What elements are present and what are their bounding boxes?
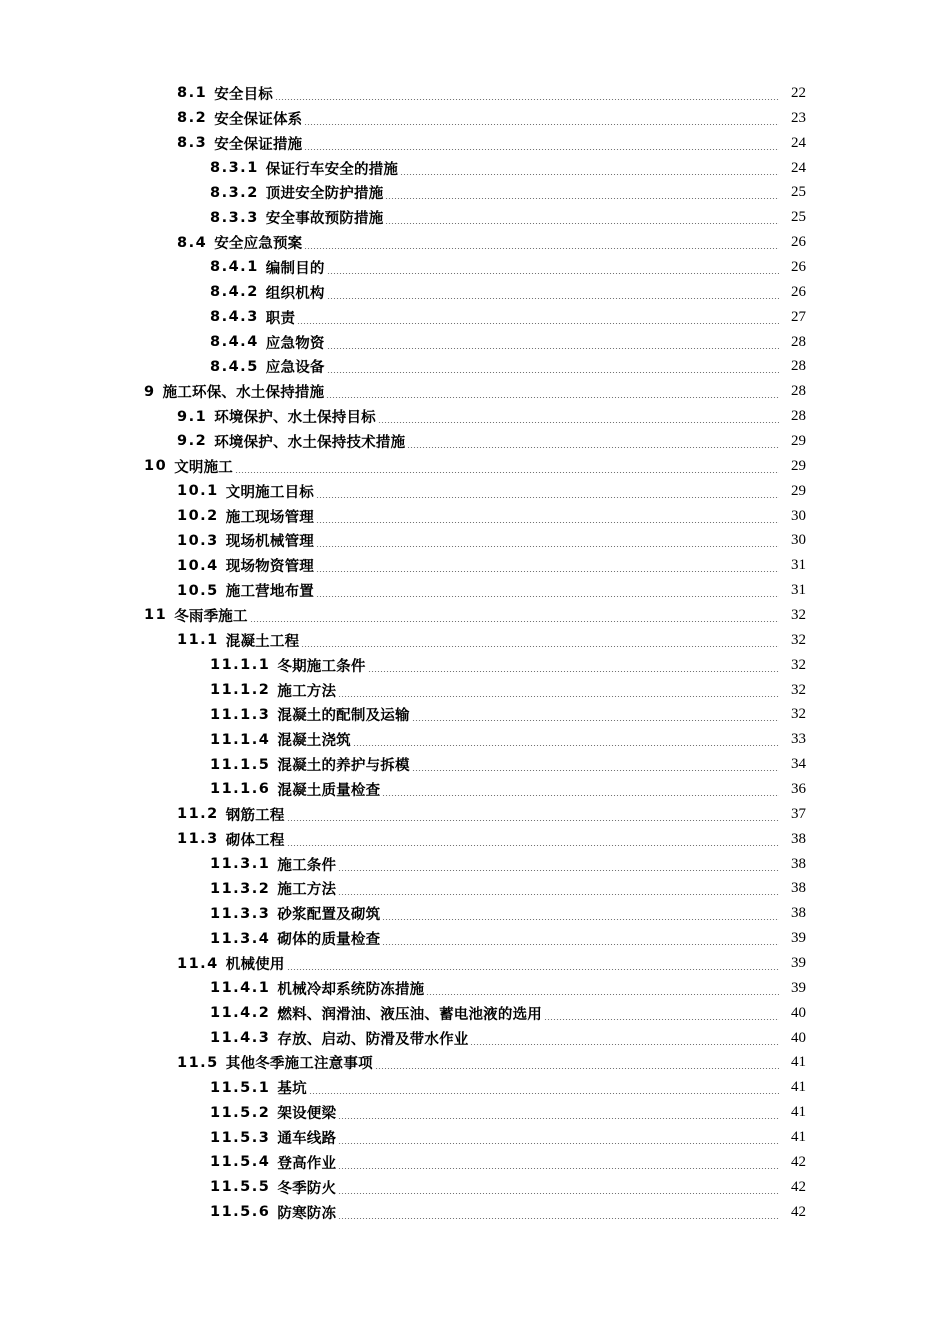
toc-entry-page-number: 33 [791, 731, 806, 748]
toc-entry-title: 安全应急预案 [214, 236, 303, 253]
toc-entry-title: 应急设备 [265, 360, 325, 377]
toc-entry[interactable] [0, 901, 950, 926]
toc-entry-page-number: 31 [791, 582, 806, 599]
toc-entry-title: 施工营地布置 [225, 584, 314, 601]
toc-dot-leader [327, 298, 779, 299]
toc-entry-title: 混凝土浇筑 [277, 733, 351, 750]
toc-dot-leader [316, 546, 779, 547]
toc-entry-number: 9 [144, 383, 156, 400]
toc-entry-number: 10 [144, 458, 168, 475]
table-of-contents [0, 81, 950, 1225]
toc-entry[interactable] [0, 81, 950, 106]
toc-entry[interactable] [0, 1150, 950, 1175]
toc-entry[interactable] [0, 255, 950, 280]
toc-entry-page-number: 38 [791, 830, 806, 847]
toc-entry-page-number: 27 [791, 308, 806, 325]
toc-entry[interactable] [0, 429, 950, 454]
toc-entry[interactable] [0, 926, 950, 951]
toc-entry-title: 施工条件 [277, 857, 337, 874]
toc-entry-page-number: 30 [791, 532, 806, 549]
toc-entry-page-number: 31 [791, 557, 806, 574]
toc-entry-number: 11.5.4 [210, 1154, 271, 1171]
toc-entry[interactable] [0, 678, 950, 703]
toc-entry[interactable] [0, 877, 950, 902]
toc-entry-title: 冬季防火 [277, 1180, 337, 1197]
toc-entry-title: 施工方法 [277, 882, 337, 899]
toc-entry-title: 职责 [265, 310, 296, 327]
toc-entry[interactable] [0, 1075, 950, 1100]
toc-entry[interactable] [0, 951, 950, 976]
toc-entry[interactable] [0, 379, 950, 404]
toc-entry-number: 10.3 [177, 532, 219, 549]
toc-entry-number: 11.5.2 [210, 1104, 271, 1121]
toc-entry-page-number: 32 [791, 656, 806, 673]
toc-entry[interactable] [0, 802, 950, 827]
toc-dot-leader [385, 198, 779, 199]
toc-dot-leader [385, 223, 779, 224]
toc-entry[interactable] [0, 653, 950, 678]
toc-dot-leader [470, 1044, 779, 1045]
toc-entry-number: 11.1.4 [210, 731, 271, 748]
toc-entry-page-number: 39 [791, 930, 806, 947]
toc-entry-page-number: 24 [791, 159, 806, 176]
toc-dot-leader [338, 1143, 779, 1144]
toc-entry-title: 通车线路 [277, 1131, 337, 1148]
toc-entry-title: 施工现场管理 [225, 509, 314, 526]
toc-entry-number: 10.4 [177, 557, 219, 574]
toc-entry[interactable] [0, 1051, 950, 1076]
toc-entry-number: 9.2 [177, 433, 208, 450]
toc-entry[interactable] [0, 1001, 950, 1026]
toc-entry-number: 11 [144, 607, 168, 624]
toc-entry-number: 11.4 [177, 955, 219, 972]
toc-entry-title: 编制目的 [265, 260, 325, 277]
toc-entry-title: 文明施工 [174, 459, 233, 476]
toc-entry-number: 11.2 [177, 806, 219, 823]
toc-entry-title: 环境保护、水土保持目标 [214, 410, 376, 427]
toc-dot-leader [338, 1168, 779, 1169]
toc-dot-leader [400, 174, 779, 175]
toc-dot-leader [287, 845, 779, 846]
toc-entry-title: 存放、启动、防滑及带水作业 [277, 1031, 469, 1048]
toc-entry-title: 混凝土质量检查 [277, 782, 381, 799]
toc-entry-number: 8.3 [177, 135, 208, 152]
toc-entry[interactable] [0, 1125, 950, 1150]
toc-entry-title: 现场机械管理 [225, 534, 314, 551]
toc-entry[interactable] [0, 454, 950, 479]
toc-entry[interactable] [0, 752, 950, 777]
toc-entry-number: 11.1.2 [210, 682, 271, 699]
toc-entry-number: 8.3.2 [210, 184, 259, 201]
toc-dot-leader [338, 1218, 779, 1219]
toc-entry-title: 燃料、润滑油、液压油、蓄电池液的选用 [277, 1006, 542, 1023]
toc-entry[interactable] [0, 1175, 950, 1200]
toc-entry-number: 11.5.6 [210, 1204, 271, 1221]
toc-dot-leader [250, 621, 779, 622]
toc-entry-title: 保证行车安全的措施 [265, 161, 399, 178]
toc-entry-title: 架设便梁 [277, 1106, 337, 1123]
toc-entry-number: 11.1.6 [210, 781, 271, 798]
toc-entry[interactable] [0, 528, 950, 553]
toc-entry-title: 现场物资管理 [225, 559, 314, 576]
toc-entry-page-number: 30 [791, 507, 806, 524]
toc-entry-number: 8.3.3 [210, 209, 259, 226]
toc-entry-page-number: 26 [791, 258, 806, 275]
toc-entry-number: 8.1 [177, 85, 208, 102]
toc-entry-page-number: 39 [791, 979, 806, 996]
toc-entry-page-number: 25 [791, 184, 806, 201]
toc-dot-leader [426, 994, 779, 995]
toc-entry-title: 应急物资 [265, 335, 325, 352]
toc-entry-title: 砌体的质量检查 [277, 932, 381, 949]
toc-entry-page-number: 42 [791, 1178, 806, 1195]
toc-entry[interactable] [0, 1200, 950, 1225]
toc-entry-title: 基坑 [277, 1081, 307, 1098]
toc-entry-page-number: 26 [791, 283, 806, 300]
toc-entry-page-number: 22 [791, 84, 806, 101]
toc-entry-page-number: 41 [791, 1054, 806, 1071]
toc-entry-title: 砌体工程 [225, 832, 285, 849]
toc-entry-title: 冬期施工条件 [277, 658, 366, 675]
toc-entry-page-number: 41 [791, 1079, 806, 1096]
toc-dot-leader [544, 1019, 779, 1020]
toc-entry[interactable] [0, 504, 950, 529]
toc-entry-title: 机械冷却系统防冻措施 [277, 981, 425, 998]
toc-dot-leader [338, 696, 779, 697]
toc-dot-leader [297, 323, 779, 324]
toc-dot-leader [235, 472, 779, 473]
toc-entry-number: 11.3.4 [210, 930, 271, 947]
toc-entry-page-number: 25 [791, 209, 806, 226]
toc-dot-leader [375, 1068, 779, 1069]
toc-entry-title: 登高作业 [277, 1155, 337, 1172]
toc-entry-number: 11.1.5 [210, 756, 271, 773]
toc-entry-title: 钢筋工程 [225, 807, 285, 824]
toc-dot-leader [353, 745, 779, 746]
toc-entry-page-number: 41 [791, 1129, 806, 1146]
toc-dot-leader [301, 646, 779, 647]
toc-entry-number: 11.3.1 [210, 856, 271, 873]
toc-dot-leader [338, 1118, 779, 1119]
toc-dot-leader [382, 944, 779, 945]
toc-entry-number: 11.5.5 [210, 1179, 271, 1196]
toc-entry-page-number: 23 [791, 109, 806, 126]
toc-entry[interactable] [0, 205, 950, 230]
toc-entry-number: 8.3.1 [210, 160, 259, 176]
toc-entry-page-number: 28 [791, 358, 806, 375]
toc-entry-number: 8.4.3 [210, 309, 259, 326]
toc-entry[interactable] [0, 553, 950, 578]
toc-entry-number: 11.4.1 [210, 980, 271, 997]
toc-entry-title: 混凝土的配制及运输 [277, 708, 410, 725]
toc-dot-leader [309, 1093, 779, 1094]
toc-entry-page-number: 24 [791, 134, 806, 151]
toc-entry[interactable] [0, 305, 950, 330]
toc-entry-page-number: 32 [791, 706, 806, 723]
toc-entry-number: 8.4.4 [210, 334, 259, 351]
toc-dot-leader [316, 497, 779, 498]
toc-entry-number: 8.4.5 [210, 358, 259, 375]
toc-entry-number: 8.2 [177, 110, 208, 127]
toc-entry-page-number: 32 [791, 631, 806, 648]
toc-entry-page-number: 42 [791, 1203, 806, 1220]
toc-entry[interactable] [0, 1026, 950, 1051]
toc-entry-page-number: 28 [791, 383, 806, 400]
toc-entry-page-number: 36 [791, 780, 806, 797]
toc-entry[interactable] [0, 479, 950, 504]
toc-entry-title: 混凝土工程 [225, 633, 300, 650]
toc-entry[interactable] [0, 180, 950, 205]
toc-entry-title: 其他冬季施工注意事项 [225, 1056, 373, 1073]
toc-entry-page-number: 29 [791, 432, 806, 449]
toc-entry-title: 防寒防冻 [277, 1205, 337, 1222]
toc-entry-number: 11.3 [177, 831, 219, 848]
toc-entry[interactable] [0, 280, 950, 305]
toc-entry-number: 11.4.3 [210, 1030, 271, 1047]
toc-dot-leader [304, 149, 779, 150]
toc-entry-title: 施工环保、水土保持措施 [162, 385, 325, 402]
toc-entry-number: 8.4.2 [210, 284, 259, 301]
toc-entry-page-number: 38 [791, 880, 806, 897]
toc-entry-number: 11.5 [177, 1054, 219, 1071]
toc-entry[interactable] [0, 330, 950, 355]
toc-dot-leader [316, 596, 779, 597]
toc-dot-leader [327, 348, 779, 349]
toc-entry[interactable] [0, 702, 950, 727]
toc-entry-number: 10.5 [177, 582, 219, 599]
toc-entry[interactable] [0, 628, 950, 653]
toc-entry[interactable] [0, 578, 950, 603]
toc-entry-page-number: 29 [791, 482, 806, 499]
toc-dot-leader [316, 571, 779, 572]
toc-dot-leader [378, 422, 779, 423]
toc-entry-number: 11.5.1 [210, 1079, 271, 1096]
toc-entry-page-number: 42 [791, 1153, 806, 1170]
toc-entry-title: 安全保证体系 [214, 111, 303, 128]
toc-dot-leader [412, 720, 779, 721]
toc-entry[interactable] [0, 106, 950, 131]
toc-entry-title: 混凝土的养护与拆模 [277, 758, 410, 775]
toc-entry[interactable] [0, 603, 950, 628]
toc-entry-number: 11.3.2 [210, 880, 271, 897]
toc-entry-page-number: 34 [791, 756, 806, 773]
toc-entry-title: 顶进安全防护措施 [265, 186, 384, 203]
toc-entry-page-number: 28 [791, 408, 806, 425]
toc-dot-leader [338, 894, 779, 895]
toc-dot-leader [287, 820, 779, 821]
toc-entry-number: 9.1 [177, 408, 208, 425]
toc-dot-leader [412, 770, 779, 771]
toc-entry-number: 10.2 [177, 508, 219, 525]
toc-entry-page-number: 40 [791, 1004, 806, 1021]
toc-entry-number: 11.1.1 [210, 657, 271, 674]
toc-entry-title: 施工方法 [277, 683, 337, 700]
toc-entry[interactable] [0, 230, 950, 255]
toc-entry-number: 11.5.3 [210, 1129, 271, 1146]
toc-entry-number: 8.4 [177, 234, 208, 251]
toc-dot-leader [407, 447, 779, 448]
toc-dot-leader [327, 273, 779, 274]
toc-dot-leader [287, 969, 779, 970]
toc-entry[interactable] [0, 827, 950, 852]
toc-dot-leader [304, 248, 779, 249]
toc-entry-title: 文明施工目标 [225, 484, 314, 501]
toc-entry-title: 安全目标 [214, 86, 273, 103]
toc-dot-leader [326, 397, 779, 398]
toc-entry[interactable] [0, 727, 950, 752]
toc-entry-number: 11.1 [177, 632, 219, 649]
toc-entry-page-number: 38 [791, 905, 806, 922]
toc-entry[interactable] [0, 354, 950, 379]
toc-entry-page-number: 32 [791, 681, 806, 698]
toc-entry-page-number: 29 [791, 457, 806, 474]
toc-entry-page-number: 39 [791, 955, 806, 971]
toc-dot-leader [368, 671, 779, 672]
toc-entry-page-number: 28 [791, 333, 806, 350]
toc-entry-title: 冬雨季施工 [174, 608, 248, 625]
toc-entry-page-number: 40 [791, 1029, 806, 1046]
toc-entry-page-number: 32 [791, 606, 806, 623]
toc-entry[interactable] [0, 156, 950, 181]
toc-entry-title: 环境保护、水土保持技术措施 [214, 434, 406, 451]
toc-dot-leader [338, 1193, 779, 1194]
toc-dot-leader [327, 372, 779, 373]
toc-dot-leader [304, 124, 779, 125]
toc-entry-title: 安全事故预防措施 [265, 211, 384, 228]
toc-entry[interactable] [0, 131, 950, 156]
toc-entry-number: 8.4.1 [210, 259, 259, 276]
toc-entry-number: 11.3.3 [210, 905, 271, 922]
toc-dot-leader [316, 522, 779, 523]
toc-entry-page-number: 26 [791, 234, 806, 251]
toc-entry-title: 砂浆配置及砌筑 [277, 907, 381, 924]
toc-entry-number: 11.1.3 [210, 706, 271, 723]
toc-entry-number: 10.1 [177, 483, 219, 500]
toc-entry-title: 机械使用 [225, 957, 285, 973]
toc-entry-title: 组织机构 [265, 285, 325, 302]
toc-entry[interactable] [0, 852, 950, 877]
toc-entry[interactable] [0, 777, 950, 802]
toc-entry-page-number: 37 [791, 805, 806, 822]
toc-entry-number: 11.4.2 [210, 1005, 271, 1022]
toc-entry-page-number: 41 [791, 1104, 806, 1121]
toc-entry[interactable] [0, 976, 950, 1001]
toc-dot-leader [338, 870, 779, 871]
toc-dot-leader [275, 99, 779, 100]
toc-entry-page-number: 38 [791, 855, 806, 872]
toc-entry[interactable] [0, 1100, 950, 1125]
toc-entry[interactable] [0, 404, 950, 429]
toc-entry-title: 安全保证措施 [214, 136, 303, 153]
toc-dot-leader [382, 919, 779, 920]
toc-dot-leader [382, 795, 779, 796]
